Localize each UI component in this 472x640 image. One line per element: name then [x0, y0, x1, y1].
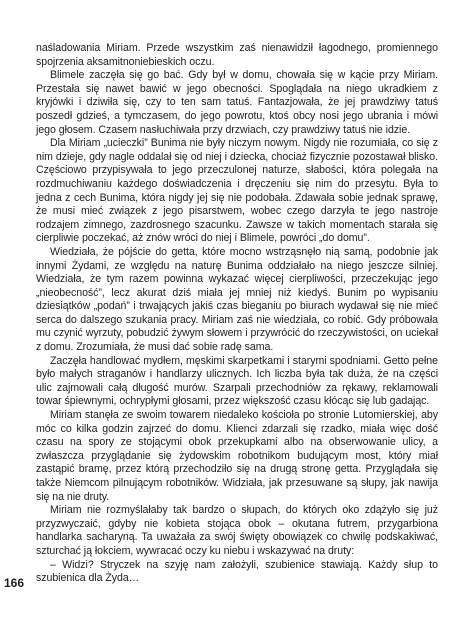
paragraph: – Widzi? Stryczek na szyję nam założyli, szubienice stawiają. Każdy słup to szubienica dla Żyda… — [36, 558, 438, 585]
body-text — [36, 42, 438, 586]
paragraph: Miriam stanęła ze swoim towarem niedaleko kościoła po stronie Lutomierskiej, aby móc co kilka godzin zajrzeć do domu. Klienci zdarzali się rzadko, miała więc dość czasu na spory ze stojącymi obok przekupkami albo na obserwowanie ulicy, a zwłaszcza przyglądanie się żydowskim robotnikom budującym most, który miał zastąpić bramę, przez którą przechodziło się na drugą stronę getta. Przyglądała się także Niemcom pilnującym robotników. Widziała, jak przesuwane są słupy, jak nawija się na nie druty. — [36, 409, 438, 503]
paragraph: Blimele zaczęła się go bać. Gdy był w domu, chowała się w kącie przy Miriam. Przestała się nawet bawić w jego obecności. Spoglądała na niego ukradkiem z kryjówki i dziwiła się, czy to ten sam tatuś. Fantazjowała, że jej prawdziwy tatuś poszedł gdzieś, a tymczasem, do jego powrotu, ktoś obcy nosi jego ubrania i mówi jego głosem. Czasem nasłuchiwała przy drzwiach, czy prawdziwy tatuś nie idzie. — [36, 69, 438, 136]
page-number: 166 — [4, 576, 25, 590]
paragraph: Wiedziała, że pójście do getta, które mocno wstrząsnęło nią samą, podobnie jak innymi Żydami, ze względu na naturę Bunima oddziałało na niego jeszcze silniej. Wiedziała, że tym razem powinna wykazać więcej cierpliwości, przeczekując jego „nieobecność”, lecz akurat dziś miała jej mniej niż kiedyś. Bunim po wypisaniu dziesiątków „podań” i trwających jakiś czas bieganiu po biurach wydawał się nie mieć serca do dalszego szukania pracy. Miriam zaś nie wiedziała, co robić. Gdy próbowała mu czynić wyrzuty, pobudzić żywym słowem i przywrócić do rzeczywistości, on uciekał z domu. Zrozumiała, że musi dać sobie radę sama. — [36, 245, 438, 354]
paragraph: Miriam nie rozmyślałaby tak bardzo o słupach, do których oko zdążyło się już przyzwyczaić, gdyby nie kobieta stojąca obok – okutana futrem, przygarbiona handlarka sacharyną. Ta uważała za swój święty obowiązek co chwilę podskakiwać, szturchać ją łokciem, wywracać oczy ku niebu i wskazywać na druty: — [36, 504, 438, 557]
paragraph: Zaczęła handlować mydłem, męskimi skarpetkami i starymi spodniami. Getto pełne było małych straganów i handlarzy ulicznych. Ich liczba była tak duża, że na części ulic zajmowali całą długość murów. Szarpali przechodniów za rękawy, reklamowali towar śpiewnymi, ochrypłymi głosami, przez większość czasu kłócąc się lub gadając. — [36, 354, 438, 408]
paragraph: Dla Miriam „ucieczki” Bunima nie były niczym nowym. Nigdy nie rozumiała, co się z nim dzieje, gdy nagle oddalał się od niej i dziecka, chociaż fizycznie pozostawał blisko. Częściowo przypisywała to jego przeczulonej naturze, słabości, która polegała na rozdmuchiwaniu każdego doświadczenia i dręczeniu się nim do przesytu. Była to jedna z cech Bunima, która nigdy jej się nie podobała. Zdawała sobie jednak sprawę, że musi mieć związek z jego pisarstwem, wobec czego darzyła te jego nastroje rodzajem zimnego, zazdrosnego szacunku. Zawsze w takich momentach starała się cierpliwie poczekać, aż znów wróci do niej i Blimele, powróci „do domu”. — [36, 137, 438, 245]
paragraph: naśladowania Miriam. Przede wszystkim zaś nienawidził łagodnego, promiennego spojrzenia aksamitnoniebieskich oczu. — [36, 42, 438, 68]
